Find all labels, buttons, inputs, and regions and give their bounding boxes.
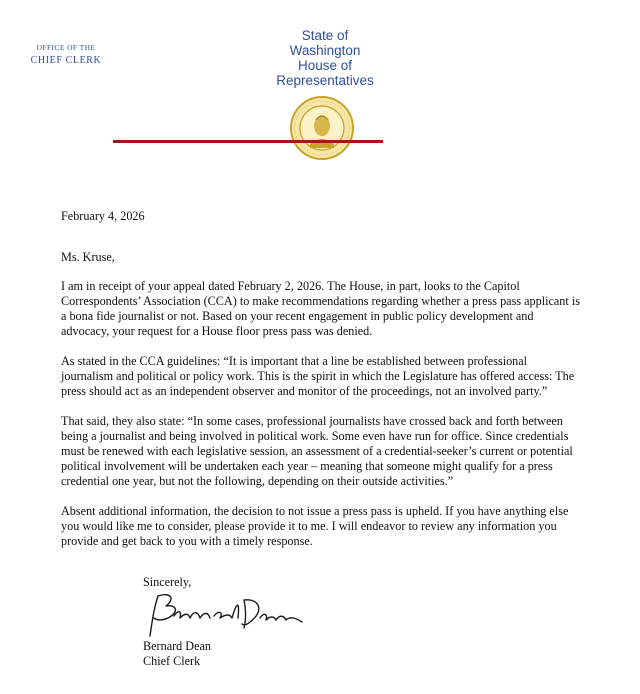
letter-body (61, 209, 581, 549)
signer-name: Bernard Dean (143, 639, 212, 653)
signer-title: Chief Clerk (143, 654, 201, 668)
state-line: House of (297, 58, 353, 73)
paragraph-appeal (61, 279, 581, 339)
state-seal-icon (290, 96, 354, 160)
paragraph-guidelines: As stated in the CCA guidelines: “It is important that a line be established between professional journalism and political or policy work. This is the spirit in which the Legislature has offered access: The press should act as an independent observer and monitor of the proceedings, not an involved party.” (61, 354, 575, 398)
state-line: State of (301, 28, 349, 43)
office-title: CHIEF CLERK (30, 55, 102, 66)
office-header (6, 42, 126, 68)
signature (140, 588, 310, 646)
paragraph-exceptions: That said, they also state: “In some cases, professional journalists have crossed back and forth between being a journalist and being involved in political work. Some even have run for office. Since credentials must be renewed with each legislative session, an assessment of a credential-seeker’s current or potential political involvement will be undertaken each year – meaning that someone might qualify for a press credential one year, but not the following, depending on their outside activities.” (61, 414, 573, 488)
state-line: Washington (289, 43, 361, 58)
state-letterhead (250, 28, 400, 88)
denial-statement: your request for a House floor press pass was denied. (112, 324, 373, 338)
office-label: OFFICE OF THE (36, 43, 96, 52)
signer-block (143, 639, 211, 669)
state-line: Representatives (276, 73, 374, 88)
closing: Sincerely, (143, 575, 192, 589)
paragraph-appeal-text: I am in receipt of your appeal dated February 2, 2026. The House, in part, looks to the Capitol Correspondents’ Association (CCA) to make recommendations regarding whether a press pass applicant is a bona fide journalist or not. Based on your recent engagement in public policy development and advocacy, (61, 279, 580, 338)
denial-underline (113, 140, 383, 143)
paragraph-decision: Absent additional information, the decision to not issue a press pass is upheld. If you have anything else you would like me to consider, please provide it to me. I will endeavor to review any information you provide and get back to you with a timely response. (61, 504, 569, 548)
salutation: Ms. Kruse, (61, 250, 115, 264)
letter-date: February 4, 2026 (61, 209, 145, 223)
